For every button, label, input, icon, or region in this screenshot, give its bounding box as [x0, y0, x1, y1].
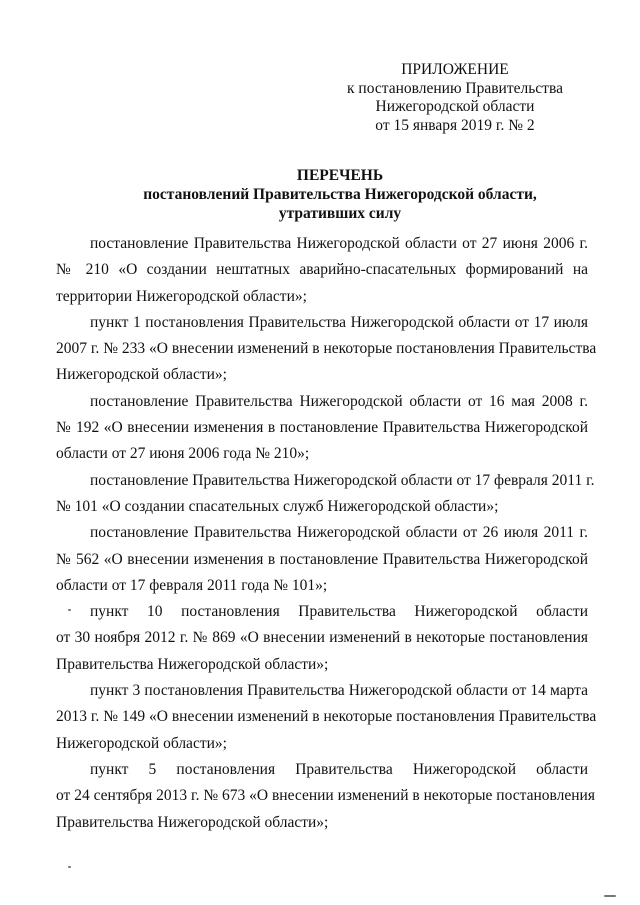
appendix-date: от 15 января 2019 г. № 2: [375, 116, 535, 134]
item-line: от 24 сентября 2013 г. № 673 «О внесении изменений в некоторые постановления: [56, 787, 595, 805]
document-title: [40, 166, 640, 223]
appendix-label: ПРИЛОЖЕНИЕ: [401, 61, 509, 78]
item-line: пункт 5 постановления Правительства Нижегородской области: [90, 760, 588, 778]
list-item: [56, 520, 588, 599]
appendix-region: Нижегородской области: [375, 98, 535, 115]
appendix-reference: к постановлению Правительства: [347, 79, 563, 97]
item-line: постановление Правительства Нижегородской области от 26 июля 2011 г.: [90, 524, 588, 542]
list-item: [56, 310, 597, 389]
item-line: постановление Правительства Нижегородской области от 16 мая 2008 г.: [90, 392, 588, 410]
appendix-header: [330, 61, 580, 135]
item-line: № 192 «О внесении изменения в постановление Правительства Нижегородской: [56, 419, 588, 437]
item-line: пункт 3 постановления Правительства Нижегородской области от 14 марта: [90, 682, 588, 700]
document-body: [56, 231, 597, 836]
list-item: [56, 678, 597, 757]
item-line: 2013 г. № 149 «О внесении изменений в некоторые постановления Правительства: [56, 708, 597, 726]
item-line: области от 27 июня 2006 года № 210»;: [56, 445, 310, 463]
list-item: [56, 231, 588, 310]
list-item: [56, 757, 595, 836]
list-item: [56, 599, 588, 678]
item-line: пункт 10 постановления Правительства Нижегородской области: [90, 603, 588, 621]
list-item: [56, 389, 588, 468]
item-line: Правительства Нижегородской области»;: [56, 813, 329, 831]
item-line: от 30 ноября 2012 г. № 869 «О внесении изменений в некоторые постановления: [56, 629, 588, 647]
title-heading: ПЕРЕЧЕНЬ: [296, 167, 384, 184]
scan-speck: [68, 609, 71, 611]
scan-speck: [604, 895, 616, 897]
item-line: Нижегородской области»;: [56, 734, 227, 752]
title-subtitle-2: утративших силу: [278, 205, 402, 222]
item-line: Правительства Нижегородской области»;: [56, 655, 329, 673]
item-line: территории Нижегородской области»;: [56, 287, 307, 305]
title-subtitle: постановлений Правительства Нижегородской области,: [143, 186, 537, 203]
list-item: [56, 468, 595, 521]
item-line: Нижегородской области»;: [56, 366, 227, 384]
item-line: № 562 «О внесении изменения в постановление Правительства Нижегородской: [56, 550, 588, 568]
item-line: 2007 г. № 233 «О внесении изменений в некоторые постановления Правительства: [56, 340, 597, 358]
item-line: постановление Правительства Нижегородской области от 27 июня 2006 г.: [90, 235, 588, 252]
item-line: постановление Правительства Нижегородской области от 17 февраля 2011 г.: [90, 471, 595, 489]
item-line: № 210 «О создании нештатных аварийно-спасательных формирований на: [56, 261, 588, 279]
item-line: пункт 1 постановления Правительства Нижегородской области от 17 июля: [90, 313, 588, 331]
item-line: № 101 «О создании спасательных служб Нижегородской области»;: [56, 497, 499, 515]
item-line: области от 17 февраля 2011 года № 101»;: [56, 576, 328, 594]
scan-speck: [68, 866, 71, 868]
